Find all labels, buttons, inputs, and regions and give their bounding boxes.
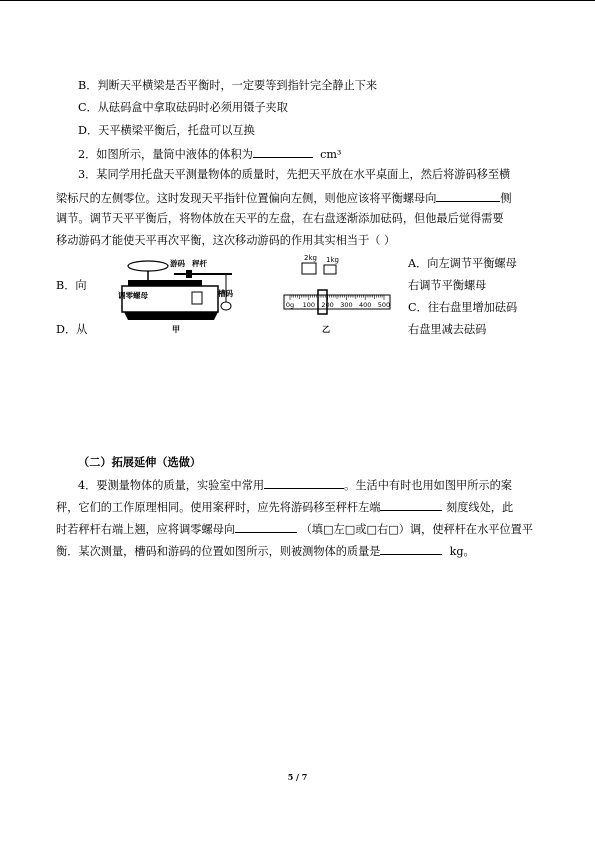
q4-text-2a: 秤，它们的工作原理相同。使用案秤时，应先将游码移至秤杆左端 [56,501,381,514]
question-4-line-2 [56,499,513,515]
scale-stand [124,312,218,320]
question-2 [78,146,341,162]
scale-tick-label: 400 [358,301,372,309]
q2-text: 2．如图所示，量筒中液体的体积为 [78,148,253,161]
label-chenggan: 秤杆 [192,259,207,268]
q4-text-1b: 。生活中有时也用如图甲所示的案 [344,479,512,492]
weight-2kg [302,263,316,274]
question-4-line-4 [56,543,475,559]
scale-pan [128,261,168,271]
label-jia: 甲 [172,325,180,334]
label-youma: 游码 [170,259,185,268]
scale-tick-label: 100 [302,301,316,309]
q3-text-2a: 梁标尺的左侧零位。这时发现天平指针位置偏向左侧，则他应该将平衡螺母向 [56,192,437,205]
weight-2kg-label: 2kg [304,254,317,262]
scale-tick-label: 500 [377,301,391,309]
page-number: 5 / 7 [287,772,308,782]
question-4-line-3 [56,521,533,537]
option-d-start: D．从 [56,323,88,336]
question-3-line-2 [56,190,512,206]
weight-1kg-label: 1kg [326,256,339,264]
top-rule [0,0,595,1]
option-b-start: B．向 [56,279,87,292]
q4-text-3b: （填□左□或□右□）调，使秤杆在水平位置平 [300,523,534,536]
q2-blank[interactable] [253,146,313,158]
section-heading: （二）拓展延伸（选做） [78,455,202,469]
question-4-line-1 [78,477,512,493]
option-d-line: D．天平横梁平衡后，托盘可以互换 [78,124,255,137]
option-c-line: C．从砝码盒中拿取砝码时必须用镊子夹取 [78,101,288,114]
scale-tick-label: 0g [285,301,295,309]
scale-tick-label: 200 [321,301,334,309]
q3-blank[interactable] [436,190,500,202]
q4-blank-3[interactable] [235,521,297,533]
scale-tick-label: 300 [340,301,353,309]
q4-blank-1[interactable] [264,477,344,489]
option-c-line-1: C．往右盘里增加砝码 [408,301,518,314]
question-3-line-4: 移动游码才能使天平再次平衡，这次移动游码的作用其实相当于（ ） [56,234,396,247]
rider [186,270,192,278]
option-b-line: B．判断天平横梁是否平衡时，一定要等到指针完全静止下来 [78,79,378,92]
q4-text-2b: 刻度线处，此 [446,501,514,514]
scale-figure-jia [114,252,244,334]
weight-1kg [324,265,336,274]
question-3-line-3: 调节。调节天平平衡后，将物体放在天平的左盘，在右盘逐渐添加砝码，但他最后觉得需要 [56,212,504,225]
label-caoma: 槽码 [218,289,233,298]
question-3-line-1: 3．某同学用托盘天平测量物体的质量时，先把天平放在水平桌面上，然后将游码移至横 [78,168,511,181]
q2-unit: cm³ [320,148,342,161]
scale-ticks [286,295,390,309]
q4-text-1a: 4．要测量物体的质量，实验室中常用 [78,479,265,492]
scale-figure-yi [282,252,394,334]
q4-text-4a: 衡．某次测量，槽码和游码的位置如图所示，则被测物体的质量是 [56,545,381,558]
option-c-line-2: 右盘里减去砝码 [408,323,487,336]
label-tiaoling: 调零螺母 [118,291,148,300]
scale-body [128,280,202,286]
q3-text-2b: 侧 [500,192,512,205]
q4-blank-4[interactable] [380,543,442,555]
q4-blank-2[interactable] [380,499,442,511]
hanging-weight [221,302,231,310]
option-a-line-2: 右调节平衡螺母 [408,279,487,292]
option-a-line-1: A．向左调节平衡螺母 [408,257,517,270]
q4-text-3a: 时若秤杆右端上翘，应将调零螺母向 [56,523,236,536]
q4-text-4b: kg。 [449,545,475,558]
label-yi: 乙 [322,325,330,334]
